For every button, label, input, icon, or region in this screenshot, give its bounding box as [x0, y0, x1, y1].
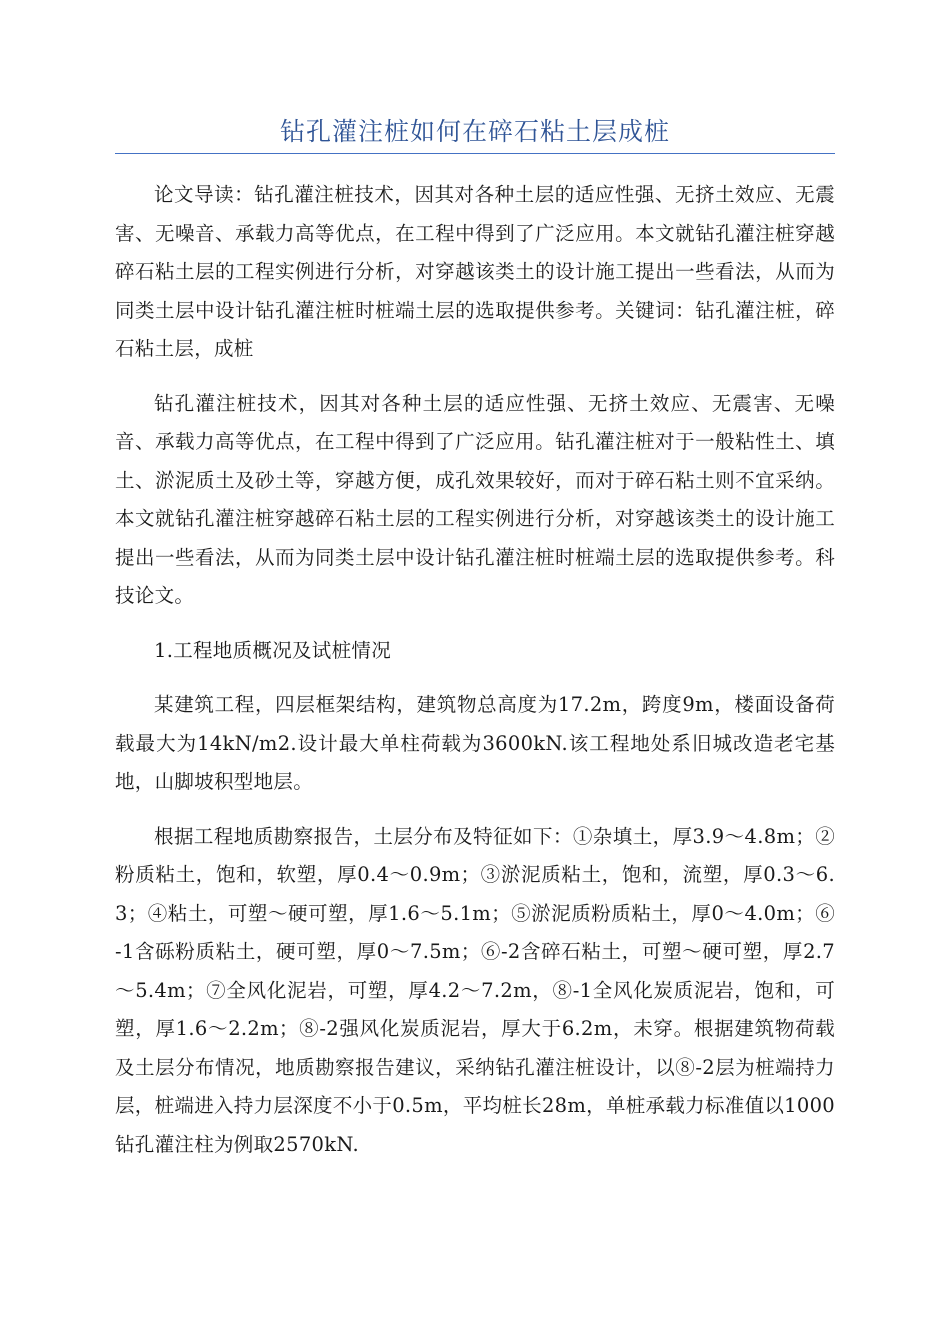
title-underline	[115, 153, 835, 154]
geology-paragraph: 根据工程地质勘察报告，土层分布及特征如下：①杂填土，厚3.9～4.8m；②粉质粘土，饱和，软塑，厚0.4～0.9m；③淤泥质粘土，饱和，流塑，厚0.3～6.3；④粘土，可塑～硬可塑，厚1.6～5.1m；⑤淤泥质粉质粘土，厚0～4.0m；⑥-1含砾粉质粘土，硬可塑，厚0～7.5m；⑥-2含碎石粘土，可塑～硬可塑，厚2.7～5.4m；⑦全风化泥岩，可塑，厚4.2～7.2m，⑧-1全风化炭质泥岩，饱和，可塑，厚1.6～2.2m；⑧-2强风化炭质泥岩，厚大于6.2m，未穿。根据建筑物荷载及土层分布情况，地质勘察报告建议，采纳钻孔灌注桩设计，以⑧-2层为桩端持力层，桩端进入持力层深度不小于0.5m，平均桩长28m，单桩承载力标准值以1000钻孔灌注柱为例取2570kN.	[115, 824, 835, 1156]
document-title: 钻孔灌注桩如何在碎石粘土层成桩	[279, 117, 670, 146]
intro-paragraph: 钻孔灌注桩技术，因其对各种土层的适应性强、无挤土效应、无震害、无噪音、承载力高等优点，在工程中得到了广泛应用。钻孔灌注桩对于一般粘性土、填土、淤泥质土及砂土等，穿越方便，成孔效果较好，而对于碎石粘土则不宜采纳。本文就钻孔灌注桩穿越碎石粘土层的工程实例进行分析，对穿越该类土的设计施工提出一些看法，从而为同类土层中设计钻孔灌注桩时桩端土层的选取提供参考。科技论文。	[115, 391, 835, 607]
document-body	[115, 176, 835, 1180]
section-heading: 1.工程地质概况及试桩情况	[154, 638, 392, 662]
project-paragraph: 某建筑工程，四层框架结构，建筑物总高度为17.2m，跨度9m，楼面设备荷载最大为14kN/m2.设计最大单柱荷载为3600kN.该工程地处系旧城改造老宅基地，山脚坡积型地层。	[115, 693, 835, 793]
abstract-paragraph: 论文导读：钻孔灌注桩技术，因其对各种土层的适应性强、无挤土效应、无震害、无噪音、承载力高等优点，在工程中得到了广泛应用。本文就钻孔灌注桩穿越碎石粘土层的工程实例进行分析，对穿越该类土的设计施工提出一些看法，从而为同类土层中设计钻孔灌注桩时桩端土层的选取提供参考。关键词：钻孔灌注桩，碎石粘土层，成桩	[115, 183, 835, 360]
